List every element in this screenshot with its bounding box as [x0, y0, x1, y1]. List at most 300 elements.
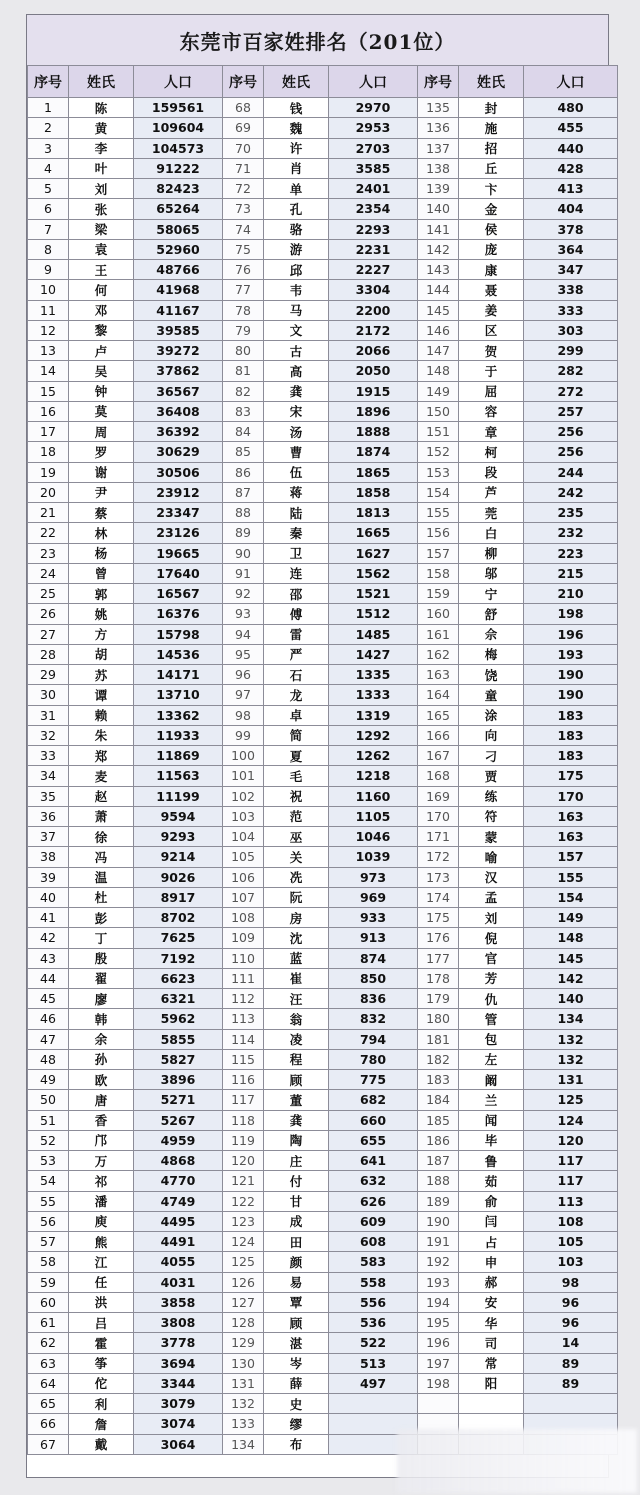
surname-cell: 蓝 — [264, 948, 329, 968]
pop-cell: 36392 — [134, 422, 223, 442]
surname-cell: 芦 — [459, 482, 524, 502]
rank-cell: 77 — [223, 280, 264, 300]
pop-cell: 109604 — [134, 118, 223, 138]
rank-cell: 107 — [223, 887, 264, 907]
rank-cell: 163 — [418, 665, 459, 685]
surname-cell: 阮 — [264, 887, 329, 907]
surname-cell: 贺 — [459, 341, 524, 361]
rank-cell: 151 — [418, 422, 459, 442]
pop-cell: 8702 — [134, 908, 223, 928]
rank-cell: 184 — [418, 1090, 459, 1110]
surname-cell: 许 — [264, 138, 329, 158]
pop-cell: 6623 — [134, 968, 223, 988]
pop-cell: 13362 — [134, 705, 223, 725]
pop-cell: 7192 — [134, 948, 223, 968]
surname-cell: 蒋 — [264, 482, 329, 502]
table-body — [28, 98, 618, 1455]
rank-cell: 41 — [28, 908, 69, 928]
surname-cell: 古 — [264, 341, 329, 361]
pop-cell — [329, 1394, 418, 1414]
rank-cell: 27 — [28, 624, 69, 644]
rank-cell: 128 — [223, 1313, 264, 1333]
pop-cell: 655 — [329, 1130, 418, 1150]
table-row — [28, 442, 618, 462]
pop-cell: 1292 — [329, 725, 418, 745]
surname-cell: 向 — [459, 725, 524, 745]
pop-cell: 1262 — [329, 746, 418, 766]
rank-cell: 179 — [418, 989, 459, 1009]
pop-cell: 1335 — [329, 665, 418, 685]
pop-cell: 1915 — [329, 381, 418, 401]
surname-cell: 孔 — [264, 199, 329, 219]
surname-cell: 岑 — [264, 1353, 329, 1373]
pop-cell: 8917 — [134, 887, 223, 907]
surname-cell: 马 — [264, 300, 329, 320]
rank-cell: 99 — [223, 725, 264, 745]
pop-cell: 4055 — [134, 1252, 223, 1272]
pop-cell: 256 — [524, 442, 618, 462]
pop-cell: 98 — [524, 1272, 618, 1292]
surname-cell: 何 — [69, 280, 134, 300]
rank-cell: 26 — [28, 604, 69, 624]
surname-cell: 茹 — [459, 1171, 524, 1191]
pop-cell: 256 — [524, 422, 618, 442]
column-header-pop: 人口 — [134, 66, 223, 98]
table-row — [28, 381, 618, 401]
rank-cell: 119 — [223, 1130, 264, 1150]
pop-cell: 190 — [524, 685, 618, 705]
pop-cell: 183 — [524, 746, 618, 766]
pop-cell: 333 — [524, 300, 618, 320]
surname-cell: 唐 — [69, 1090, 134, 1110]
table-row — [28, 503, 618, 523]
surname-cell: 石 — [264, 665, 329, 685]
pop-cell: 23347 — [134, 503, 223, 523]
rank-cell: 180 — [418, 1009, 459, 1029]
surname-cell: 黎 — [69, 320, 134, 340]
surname-cell: 缪 — [264, 1414, 329, 1434]
surname-cell: 俞 — [459, 1191, 524, 1211]
table-row — [28, 1211, 618, 1231]
rank-cell: 165 — [418, 705, 459, 725]
pop-cell: 2703 — [329, 138, 418, 158]
surname-cell: 丁 — [69, 928, 134, 948]
pop-cell: 455 — [524, 118, 618, 138]
surname-cell: 萧 — [69, 806, 134, 826]
rank-cell: 45 — [28, 989, 69, 1009]
rank-cell: 112 — [223, 989, 264, 1009]
pop-cell: 2970 — [329, 98, 418, 118]
table-row — [28, 341, 618, 361]
rank-cell: 195 — [418, 1313, 459, 1333]
ranking-sheet — [26, 14, 609, 1478]
table-row — [28, 1191, 618, 1211]
table-row — [28, 908, 618, 928]
rank-cell: 114 — [223, 1029, 264, 1049]
table-row — [28, 786, 618, 806]
surname-cell: 莫 — [69, 401, 134, 421]
surname-cell: 汤 — [264, 422, 329, 442]
pop-cell: 89 — [524, 1373, 618, 1393]
surname-cell: 薛 — [264, 1373, 329, 1393]
pop-cell: 3304 — [329, 280, 418, 300]
surname-cell: 芳 — [459, 968, 524, 988]
pop-cell: 108 — [524, 1211, 618, 1231]
surname-cell: 张 — [69, 199, 134, 219]
pop-cell: 303 — [524, 320, 618, 340]
surname-cell: 韩 — [69, 1009, 134, 1029]
surname-cell: 贾 — [459, 766, 524, 786]
surname-cell: 凌 — [264, 1029, 329, 1049]
pop-cell: 257 — [524, 401, 618, 421]
surname-cell: 殷 — [69, 948, 134, 968]
pop-cell: 193 — [524, 644, 618, 664]
surname-cell: 周 — [69, 422, 134, 442]
rank-cell: 142 — [418, 239, 459, 259]
surname-cell: 官 — [459, 948, 524, 968]
table-row — [28, 948, 618, 968]
table-row — [28, 1373, 618, 1393]
surname-cell: 黄 — [69, 118, 134, 138]
pop-cell: 223 — [524, 543, 618, 563]
surname-cell: 翁 — [264, 1009, 329, 1029]
rank-cell: 21 — [28, 503, 69, 523]
surname-cell: 甘 — [264, 1191, 329, 1211]
surname-cell: 连 — [264, 563, 329, 583]
pop-cell: 4495 — [134, 1211, 223, 1231]
pop-cell: 836 — [329, 989, 418, 1009]
rank-cell: 36 — [28, 806, 69, 826]
rank-cell: 171 — [418, 827, 459, 847]
rank-cell: 143 — [418, 260, 459, 280]
pop-cell: 626 — [329, 1191, 418, 1211]
pop-cell: 1485 — [329, 624, 418, 644]
pop-cell: 198 — [524, 604, 618, 624]
rank-cell: 137 — [418, 138, 459, 158]
rank-cell: 132 — [223, 1394, 264, 1414]
pop-cell: 522 — [329, 1333, 418, 1353]
surname-cell: 徐 — [69, 827, 134, 847]
rank-cell: 1 — [28, 98, 69, 118]
rank-cell: 109 — [223, 928, 264, 948]
surname-cell: 廖 — [69, 989, 134, 1009]
table-row — [28, 422, 618, 442]
table-row — [28, 705, 618, 725]
surname-cell: 邱 — [264, 260, 329, 280]
table-row — [28, 1272, 618, 1292]
pop-cell: 140 — [524, 989, 618, 1009]
surname-cell: 万 — [69, 1151, 134, 1171]
pop-cell: 105 — [524, 1232, 618, 1252]
pop-cell: 14171 — [134, 665, 223, 685]
surname-cell: 苏 — [69, 665, 134, 685]
rank-cell: 44 — [28, 968, 69, 988]
pop-cell: 850 — [329, 968, 418, 988]
pop-cell: 11563 — [134, 766, 223, 786]
rank-cell: 92 — [223, 584, 264, 604]
pop-cell: 404 — [524, 199, 618, 219]
surname-cell: 聂 — [459, 280, 524, 300]
rank-cell: 66 — [28, 1414, 69, 1434]
surname-cell: 龙 — [264, 685, 329, 705]
surname-cell: 严 — [264, 644, 329, 664]
rank-cell: 20 — [28, 482, 69, 502]
pop-cell: 1105 — [329, 806, 418, 826]
rank-cell: 67 — [28, 1434, 69, 1454]
rank-cell: 19 — [28, 462, 69, 482]
surname-cell: 詹 — [69, 1414, 134, 1434]
table-row — [28, 725, 618, 745]
surname-cell: 庞 — [459, 239, 524, 259]
rank-cell: 62 — [28, 1333, 69, 1353]
table-row — [28, 1070, 618, 1090]
pop-cell: 2172 — [329, 320, 418, 340]
table-row — [28, 968, 618, 988]
surname-cell: 朱 — [69, 725, 134, 745]
rank-cell: 10 — [28, 280, 69, 300]
pop-cell: 347 — [524, 260, 618, 280]
rank-cell: 145 — [418, 300, 459, 320]
rank-cell: 85 — [223, 442, 264, 462]
pop-cell: 4031 — [134, 1272, 223, 1292]
pop-cell: 125 — [524, 1090, 618, 1110]
rank-cell: 198 — [418, 1373, 459, 1393]
table-row — [28, 1171, 618, 1191]
surname-cell: 段 — [459, 462, 524, 482]
pop-cell: 5855 — [134, 1029, 223, 1049]
table-row — [28, 1232, 618, 1252]
surname-cell: 戴 — [69, 1434, 134, 1454]
pop-cell: 132 — [524, 1049, 618, 1069]
pop-cell: 1813 — [329, 503, 418, 523]
pop-cell: 65264 — [134, 199, 223, 219]
surname-cell: 卫 — [264, 543, 329, 563]
surname-cell: 余 — [69, 1029, 134, 1049]
table-row — [28, 239, 618, 259]
rank-cell: 136 — [418, 118, 459, 138]
rank-cell: 74 — [223, 219, 264, 239]
surname-cell: 柯 — [459, 442, 524, 462]
pop-cell: 1039 — [329, 847, 418, 867]
surname-cell: 范 — [264, 806, 329, 826]
pop-cell: 2200 — [329, 300, 418, 320]
table-row — [28, 1394, 618, 1414]
rank-cell: 14 — [28, 361, 69, 381]
pop-cell: 91222 — [134, 158, 223, 178]
surname-cell: 王 — [69, 260, 134, 280]
table-row — [28, 543, 618, 563]
rank-cell: 35 — [28, 786, 69, 806]
pop-cell: 163 — [524, 806, 618, 826]
rank-cell: 57 — [28, 1232, 69, 1252]
rank-cell: 102 — [223, 786, 264, 806]
pop-cell: 440 — [524, 138, 618, 158]
surname-cell: 赵 — [69, 786, 134, 806]
rank-cell: 11 — [28, 300, 69, 320]
rank-cell: 80 — [223, 341, 264, 361]
rank-cell: 124 — [223, 1232, 264, 1252]
pop-cell: 9293 — [134, 827, 223, 847]
pop-cell: 5267 — [134, 1110, 223, 1130]
surname-cell: 于 — [459, 361, 524, 381]
surname-cell: 史 — [264, 1394, 329, 1414]
pop-cell: 11933 — [134, 725, 223, 745]
surname-cell: 汪 — [264, 989, 329, 1009]
rank-cell: 84 — [223, 422, 264, 442]
pop-cell: 232 — [524, 523, 618, 543]
surname-cell: 高 — [264, 361, 329, 381]
surname-cell: 钟 — [69, 381, 134, 401]
pop-cell: 5827 — [134, 1049, 223, 1069]
table-row — [28, 847, 618, 867]
column-header-rank: 序号 — [28, 66, 69, 98]
pop-cell: 37862 — [134, 361, 223, 381]
rank-cell: 196 — [418, 1333, 459, 1353]
surname-cell: 付 — [264, 1171, 329, 1191]
rank-cell: 76 — [223, 260, 264, 280]
surname-cell: 阚 — [459, 1070, 524, 1090]
surname-cell: 庾 — [69, 1211, 134, 1231]
surname-cell: 莞 — [459, 503, 524, 523]
surname-cell: 祝 — [264, 786, 329, 806]
surname-cell: 单 — [264, 179, 329, 199]
pop-cell: 1562 — [329, 563, 418, 583]
rank-cell: 105 — [223, 847, 264, 867]
surname-cell: 温 — [69, 867, 134, 887]
pop-cell: 1858 — [329, 482, 418, 502]
pop-cell: 13710 — [134, 685, 223, 705]
rank-cell: 64 — [28, 1373, 69, 1393]
rank-cell: 126 — [223, 1272, 264, 1292]
rank-cell: 168 — [418, 766, 459, 786]
rank-cell: 148 — [418, 361, 459, 381]
table-row — [28, 806, 618, 826]
table-row — [28, 401, 618, 421]
column-header-pop: 人口 — [329, 66, 418, 98]
table-row — [28, 1353, 618, 1373]
table-row — [28, 563, 618, 583]
rank-cell: 160 — [418, 604, 459, 624]
surname-cell: 练 — [459, 786, 524, 806]
surname-cell: 庄 — [264, 1151, 329, 1171]
pop-cell: 1521 — [329, 584, 418, 604]
pop-cell: 513 — [329, 1353, 418, 1373]
rank-cell: 39 — [28, 867, 69, 887]
rank-cell: 55 — [28, 1191, 69, 1211]
pop-cell: 3694 — [134, 1353, 223, 1373]
rank-cell: 162 — [418, 644, 459, 664]
surname-cell: 程 — [264, 1049, 329, 1069]
surname-cell: 霍 — [69, 1333, 134, 1353]
rank-cell: 61 — [28, 1313, 69, 1333]
pop-cell: 96 — [524, 1313, 618, 1333]
pop-cell: 2953 — [329, 118, 418, 138]
pop-cell: 104573 — [134, 138, 223, 158]
rank-cell: 152 — [418, 442, 459, 462]
surname-cell: 简 — [264, 725, 329, 745]
rank-cell: 42 — [28, 928, 69, 948]
surname-cell: 侯 — [459, 219, 524, 239]
table-header-row — [28, 66, 618, 98]
pop-cell: 5271 — [134, 1090, 223, 1110]
column-header-pop: 人口 — [524, 66, 618, 98]
pop-cell: 235 — [524, 503, 618, 523]
rank-cell: 58 — [28, 1252, 69, 1272]
rank-cell: 87 — [223, 482, 264, 502]
surname-cell: 曾 — [69, 563, 134, 583]
pop-cell: 378 — [524, 219, 618, 239]
surname-cell: 麦 — [69, 766, 134, 786]
pop-cell: 973 — [329, 867, 418, 887]
rank-cell: 70 — [223, 138, 264, 158]
surname-cell: 游 — [264, 239, 329, 259]
rank-cell: 60 — [28, 1292, 69, 1312]
rank-cell: 133 — [223, 1414, 264, 1434]
pop-cell: 9026 — [134, 867, 223, 887]
surname-cell: 蔡 — [69, 503, 134, 523]
surname-cell: 文 — [264, 320, 329, 340]
pop-cell: 1160 — [329, 786, 418, 806]
pop-cell: 1319 — [329, 705, 418, 725]
surname-cell: 梅 — [459, 644, 524, 664]
surname-cell: 房 — [264, 908, 329, 928]
rank-cell: 101 — [223, 766, 264, 786]
table-row — [28, 887, 618, 907]
surname-cell: 韦 — [264, 280, 329, 300]
surname-cell: 童 — [459, 685, 524, 705]
surname-cell: 屈 — [459, 381, 524, 401]
rank-cell: 153 — [418, 462, 459, 482]
surname-cell: 洪 — [69, 1292, 134, 1312]
rank-cell: 157 — [418, 543, 459, 563]
surname-ranking-table — [27, 65, 618, 1455]
pop-cell: 536 — [329, 1313, 418, 1333]
surname-cell: 伍 — [264, 462, 329, 482]
pop-cell: 48766 — [134, 260, 223, 280]
table-row — [28, 300, 618, 320]
table-row — [28, 1009, 618, 1029]
pop-cell: 96 — [524, 1292, 618, 1312]
rank-cell: 111 — [223, 968, 264, 988]
pop-cell: 2401 — [329, 179, 418, 199]
surname-cell: 丘 — [459, 158, 524, 178]
rank-cell: 33 — [28, 746, 69, 766]
table-row — [28, 604, 618, 624]
pop-cell: 4770 — [134, 1171, 223, 1191]
rank-cell: 47 — [28, 1029, 69, 1049]
pop-cell: 660 — [329, 1110, 418, 1130]
rank-cell: 190 — [418, 1211, 459, 1231]
blurred-watermark — [397, 1429, 637, 1493]
table-row — [28, 584, 618, 604]
surname-cell: 田 — [264, 1232, 329, 1252]
pop-cell: 1627 — [329, 543, 418, 563]
rank-cell: 120 — [223, 1151, 264, 1171]
rank-cell: 53 — [28, 1151, 69, 1171]
pop-cell: 145 — [524, 948, 618, 968]
rank-cell: 167 — [418, 746, 459, 766]
surname-cell: 饶 — [459, 665, 524, 685]
pop-cell: 14 — [524, 1333, 618, 1353]
pop-cell: 19665 — [134, 543, 223, 563]
surname-cell: 钱 — [264, 98, 329, 118]
table-row — [28, 219, 618, 239]
surname-cell: 邓 — [69, 300, 134, 320]
column-header-surname: 姓氏 — [69, 66, 134, 98]
pop-cell: 583 — [329, 1252, 418, 1272]
pop-cell: 117 — [524, 1151, 618, 1171]
surname-cell: 康 — [459, 260, 524, 280]
